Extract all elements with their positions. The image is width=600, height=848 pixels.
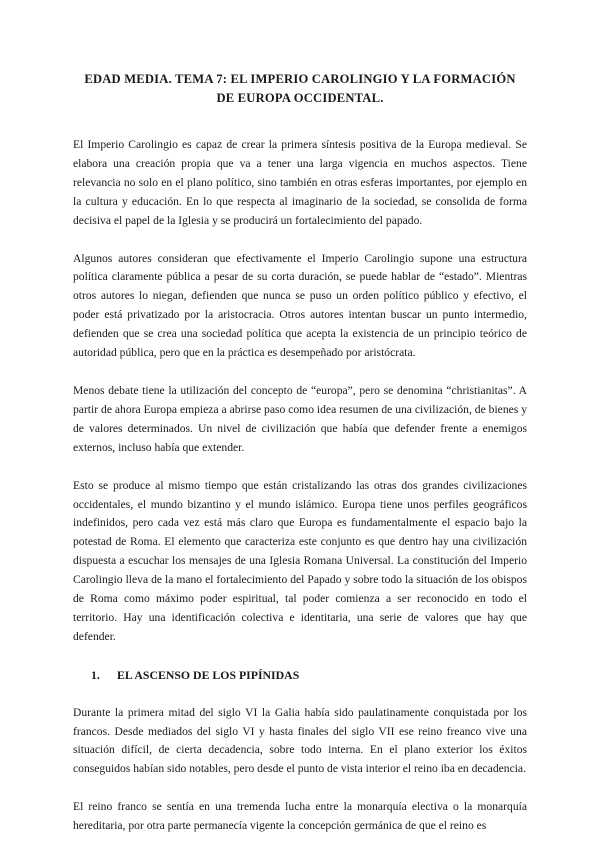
paragraph: Menos debate tiene la utilización del concepto de “europa”, pero se denomina “christianitas”. A partir de ahora Europa empieza a abrirse paso como idea resumen de una civilización, de bienes y de valores determinados. Un nivel de civilización que había que defender frente a enemigos externos, incluso había que extender. — [73, 383, 527, 454]
section-number: 1. — [91, 667, 100, 682]
paragraph: Durante la primera mitad del siglo VI la Galia había sido paulatinamente conquistada por los francos. Desde mediados del siglo VI y hasta finales del siglo VII ese reino freanco vive una situación difícil, de cierta decadencia, sobre todo interna. En el plano exterior los éxitos conseguidos habían sido notables, pero desde el punto de vista interior el reino iba en decadencia. — [73, 705, 527, 776]
title-line-1: EDAD MEDIA. TEMA 7: EL IMPERIO CAROLINGIO Y LA FORMACIÓN — [84, 72, 516, 86]
paragraph: El Imperio Carolingio es capaz de crear la primera síntesis positiva de la Europa medieval. Se elabora una creación propia que va a tener una larga vigencia en muchos aspectos. Tiene relevancia no solo en el plano político, sino también en otras esferas importantes, por ejemplo en la cultura y educación. En lo que respecta al imaginario de la sociedad, se consolida de forma decisiva el papel de la Iglesia y se producirá un fortalecimiento del papado. — [73, 138, 527, 227]
document-body — [73, 136, 527, 835]
paragraph: El reino franco se sentía en una tremenda lucha entre la monarquía electiva o la monarquía hereditaria, por otra parte permanecía vigente la concepción germánica de que el reino es — [73, 800, 527, 833]
section-title: EL ASCENSO DE LOS PIPÍNIDAS — [117, 667, 300, 682]
paragraph: Esto se produce al mismo tiempo que están cristalizando las otras dos grandes civilizaciones occidentales, el mundo bizantino y el mundo islámico. Europa tiene unos perfiles geográficos indefinidos, pero cada vez está más claro que Europa es fundamentalmente el espacio bajo la potestad de Roma. El elemento que caracteriza este conjunto es que dentro hay una civilización dispuesta a escuchar los mensajes de una Iglesia Romana Universal. La constitución del Imperio Carolingio lleva de la mano el fortalecimiento del Papado y sobre todo la situación de los obispos de Roma como máximo poder espiritual, tal poder comienza a ser reconocido en todo el territorio. Hay una identificación colectiva e identitaria, una serie de valores que hay que defender. — [73, 478, 527, 643]
paragraph: Algunos autores consideran que efectivamente el Imperio Carolingio supone una estructura política claramente pública a pesar de su corta duración, se puede hablar de “estado”. Mientras otros autores lo niegan, defienden que nunca se puso un orden político público y efectivo, el poder está privatizado por la aristocracia. Otros autores intentan buscar un punto intermedio, defienden que se crea una sociedad política que acepta la existencia de un principio teórico de autoridad pública, pero que en la práctica es desempeñado por aristócrata. — [73, 251, 527, 360]
section-heading — [73, 666, 527, 685]
title-line-2: DE EUROPA OCCIDENTAL. — [216, 91, 384, 105]
document-title — [60, 70, 540, 108]
